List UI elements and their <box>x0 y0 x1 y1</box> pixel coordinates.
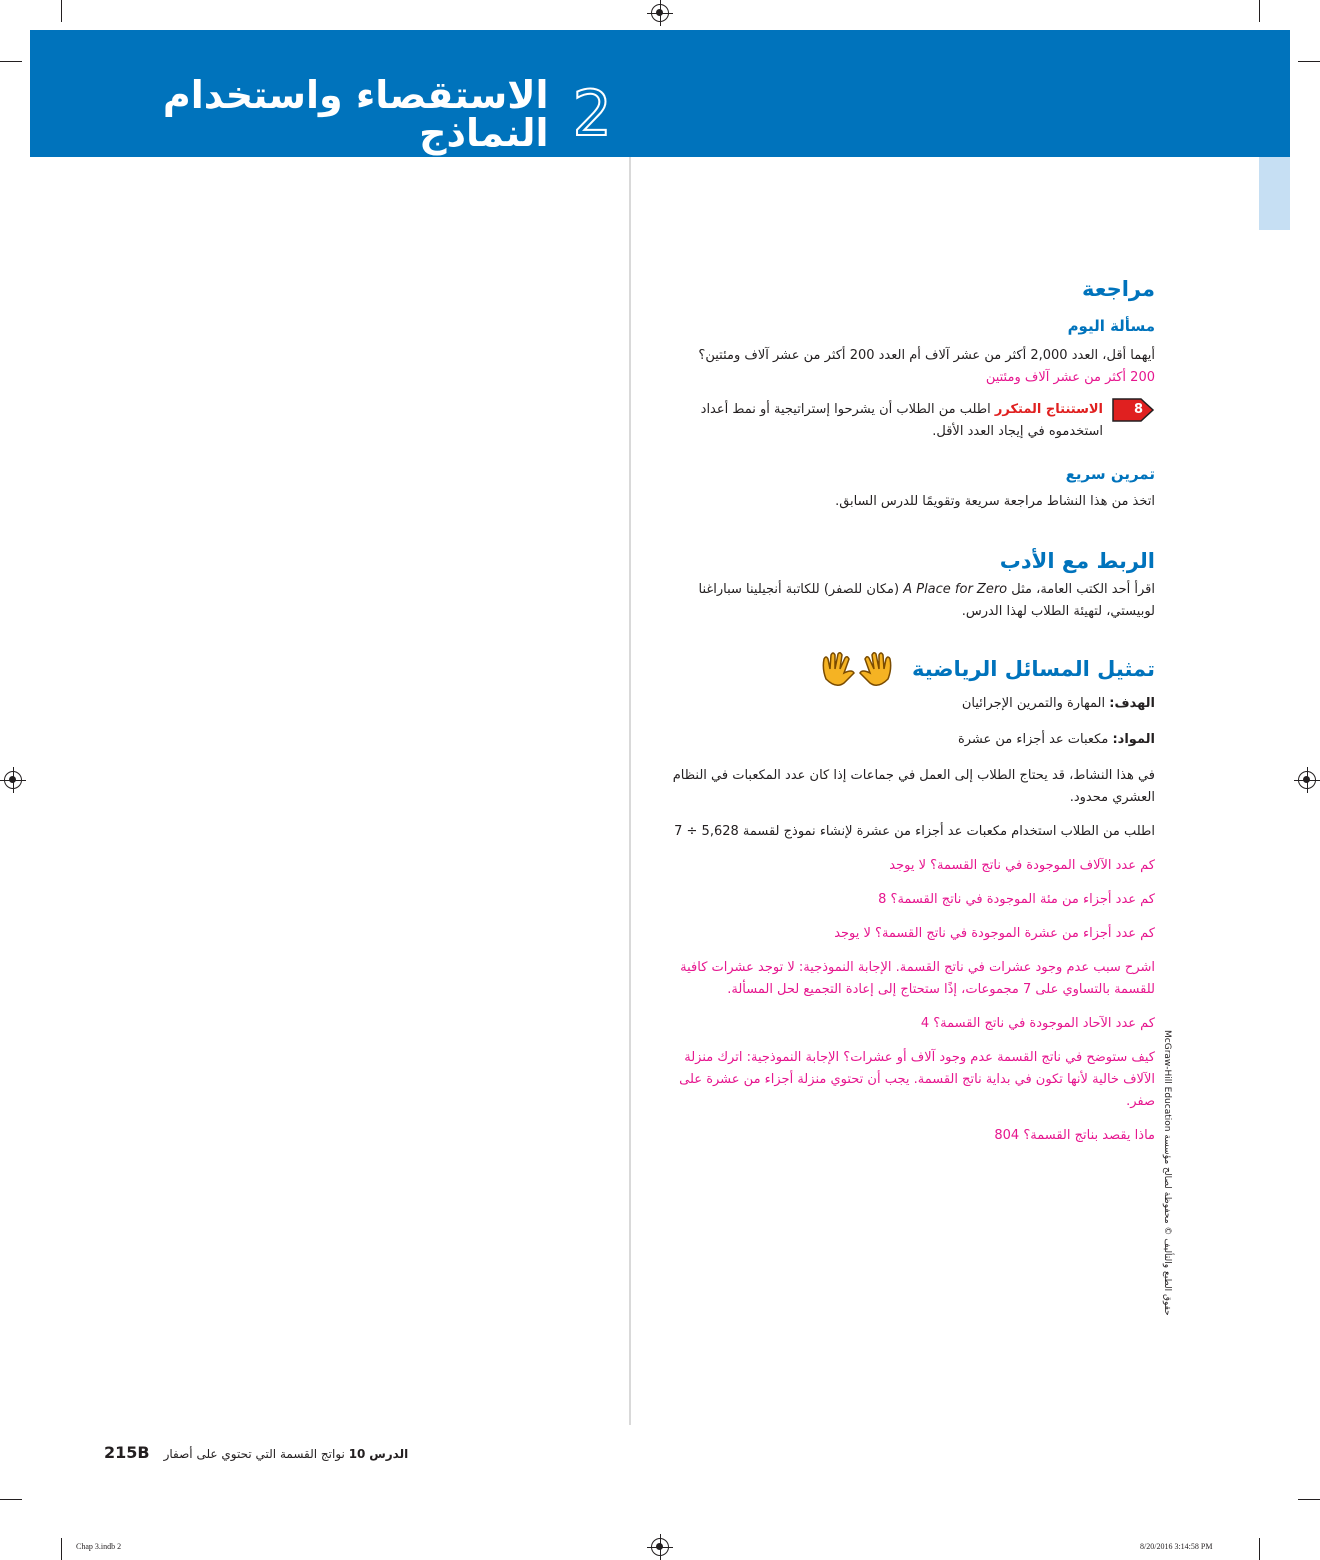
objective-line <box>655 693 1155 715</box>
quick-drill-text: اتخذ من هذا النشاط مراجعة سريعة وتقويمًا للدرس السابق. <box>835 494 1155 509</box>
lesson-title: نواتج القسمة التي تحتوي على أصفار <box>163 1447 345 1461</box>
side-tab <box>1259 157 1290 230</box>
question-tens: كم عدد أجزاء من عشرة الموجودة في ناتج القسمة؟ لا يوجد <box>834 926 1155 941</box>
crop-mark <box>1259 1538 1260 1560</box>
question-show-zero: كيف ستوضح في ناتج القسمة عدم وجود آلاف أو عشرات؟ الإجابة النموذجية: اترك منزلة الآلاف خالية لأنها تكون في بداية ناتج القسمة. يجب أن تحتوي منزلة أجزاء من عشرة على صفر. <box>679 1050 1155 1109</box>
crop-mark <box>0 1499 22 1500</box>
hands-icon <box>818 649 896 689</box>
crop-mark <box>61 0 62 22</box>
problem-of-day-answer: 200 أكثر من عشر آلاف ومئتين <box>985 370 1155 385</box>
literature-heading: الربط مع الأدب <box>999 549 1155 573</box>
math-practice-text <box>655 399 1103 443</box>
modeling-heading-row <box>655 649 1155 689</box>
question-thousands: كم عدد الآلاف الموجودة في ناتج القسمة؟ لا يوجد <box>889 858 1155 873</box>
question-quotient: ماذا يقصد بناتج القسمة؟ 804 <box>994 1128 1155 1143</box>
lesson-label: الدرس <box>369 1447 409 1461</box>
math-practice-body: اطلب من الطلاب أن يشرحوا إستراتيجية أو نمط أعداد استخدموه في إيجاد العدد الأقل. <box>700 402 1103 439</box>
chapter-title: الاستقصاء واستخدام النماذج <box>162 73 549 155</box>
materials-line <box>655 729 1155 751</box>
literature-text-after: (مكان للصفر) للكاتبة أنجيلينا سباراغنا لوبيستي، لتهيئة الطلاب لهذا الدرس. <box>698 582 1155 619</box>
review-heading: مراجعة <box>1082 277 1155 301</box>
objective-text: المهارة والتمرين الإجرائيان <box>961 696 1106 711</box>
crop-mark <box>1259 0 1260 22</box>
registration-mark-icon <box>4 771 22 789</box>
page-footer <box>104 1443 408 1462</box>
question-explain-tens: اشرح سبب عدم وجود عشرات في ناتج القسمة. الإجابة النموذجية: لا توجد عشرات كافية للقسمة بالتساوي على 7 مجموعات، إذًا ستحتاج إلى إعادة التجميع لحل المسألة. <box>680 960 1155 997</box>
registration-mark-icon <box>651 1538 669 1556</box>
math-practice-label: الاستنتاج المتكرر <box>994 402 1103 417</box>
chapter-number: 2 <box>572 77 612 150</box>
copyright-notice: حقوق الطبع والتأليف © محفوظة لصالح مؤسسة McGraw-Hill Education <box>1162 1030 1172 1316</box>
registration-mark-icon <box>1298 771 1316 789</box>
slug-date: 8/20/2016 3:14:58 PM <box>1140 1542 1213 1551</box>
chapter-banner <box>30 30 1290 157</box>
content-column <box>655 275 1155 1147</box>
question-hundreds: كم عدد أجزاء من مئة الموجودة في ناتج القسمة؟ 8 <box>878 892 1155 907</box>
literature-book-title: A Place for Zero <box>903 582 1008 597</box>
math-practice-number: 8 <box>1133 402 1143 417</box>
objective-label: الهدف: <box>1109 696 1155 711</box>
problem-of-day-question: أيهما أقل، العدد 2,000 أكثر من عشر آلاف أم العدد 200 أكثر من عشر آلاف ومئتين؟ <box>698 348 1155 363</box>
materials-label: المواد: <box>1112 732 1155 747</box>
slug-file: Chap 3.indb 2 <box>76 1542 122 1551</box>
lesson-footer <box>164 1447 409 1461</box>
modeling-heading: تمثيل المسائل الرياضية <box>911 657 1155 681</box>
question-ones: كم عدد الآحاد الموجودة في ناتج القسمة؟ 4 <box>920 1016 1155 1031</box>
crop-mark <box>61 1538 62 1560</box>
materials-text: مكعبات عد أجزاء من عشرة <box>957 732 1109 747</box>
modeling-paragraph-2: اطلب من الطلاب استخدام مكعبات عد أجزاء من عشرة لإنشاء نموذج لقسمة 5,628 ÷ 7 <box>674 824 1155 839</box>
literature-text <box>655 579 1155 623</box>
problem-of-day-heading: مسألة اليوم <box>1067 317 1155 335</box>
chapter-title-group <box>30 73 612 155</box>
literature-text-before: اقرأ أحد الكتب العامة، مثل <box>1011 582 1155 597</box>
page-number: 215B <box>104 1443 150 1462</box>
modeling-paragraph-1: في هذا النشاط، قد يحتاج الطلاب إلى العمل في جماعات إذا كان عدد المكعبات في النظام العشري محدود. <box>672 768 1155 805</box>
crop-mark <box>1298 1499 1320 1500</box>
crop-mark <box>1298 61 1320 62</box>
column-divider <box>629 157 631 1425</box>
registration-mark-icon <box>651 4 669 22</box>
math-practice-note <box>655 399 1155 443</box>
crop-mark <box>0 61 22 62</box>
math-practice-badge <box>1111 397 1155 423</box>
lesson-number: 10 <box>348 1447 366 1461</box>
quick-drill-heading: تمرين سريع <box>1065 465 1155 483</box>
